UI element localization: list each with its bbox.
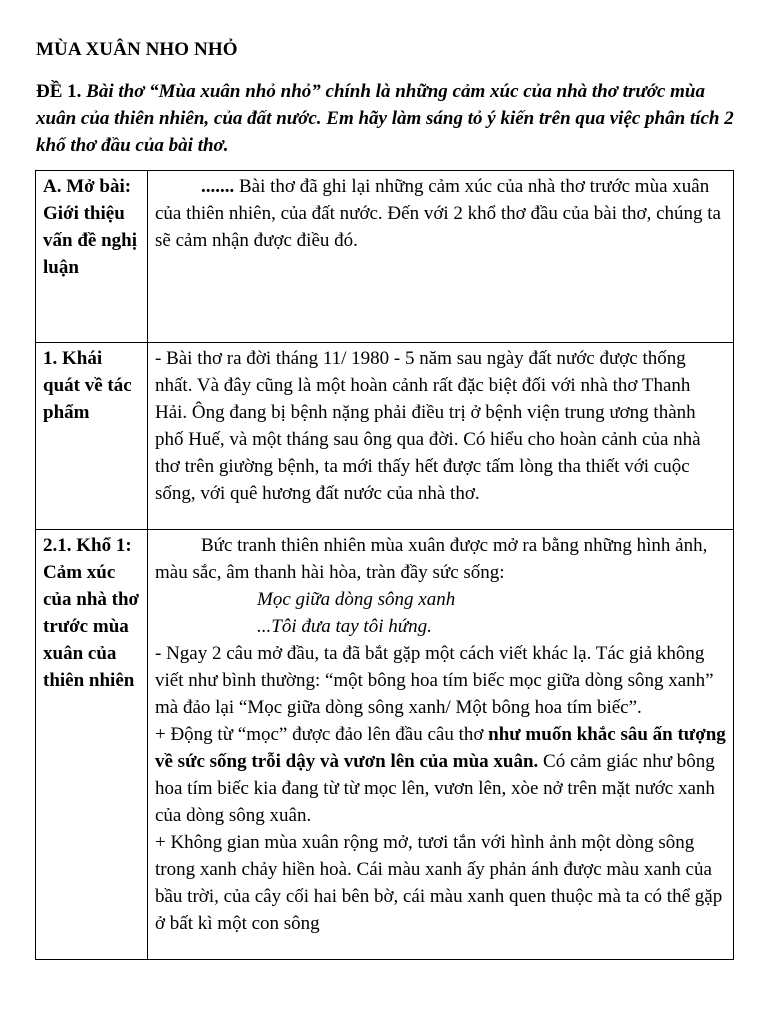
para-emphasis: như muốn khắc sâu ấn tượng về sức sống trỗi dậy và vươn lên của mùa xuân. — [155, 724, 726, 772]
intro-paragraph — [155, 173, 727, 254]
table-row — [36, 530, 734, 960]
essay-prompt — [36, 78, 736, 159]
analysis-paragraph: + Không gian mùa xuân rộng mở, tươi tắn với hình ảnh một dòng sông trong xanh chảy hiền hoà. Cái màu xanh ấy phản ánh được màu xanh của bầu trời, của cây cối hai bên bờ, cái màu xanh quen thuộc mà ta có thể gặp ở bất kì một con sông — [155, 832, 723, 934]
document-title: MÙA XUÂN NHO NHỎ — [36, 39, 238, 60]
verse-line: Mọc giữa dòng sông xanh — [257, 589, 456, 610]
row-content — [148, 171, 734, 343]
overview-paragraph: - Bài thơ ra đời tháng 11/ 1980 - 5 năm sau ngày đất nước được thống nhất. Và đây cũng là một hoàn cảnh rất đặc biệt đối với nhà thơ Thanh Hải. Ông đang bị bệnh nặng phải điều trị ở bệnh viện trung ương thành phố Huế, và một tháng sau ông qua đời. Có hiểu cho hoàn cảnh của nhà thơ trên giường bệnh, ta mới thấy hết được tấm lòng tha thiết với cuộc sống, với quê hương đất nước của nhà thơ. — [155, 348, 701, 504]
row-heading: 1. Khái quát về tác phẩm — [36, 343, 148, 530]
para-text: Có cảm giác như bông hoa tím biếc kia đang từ từ mọc lên, vươn lên, xòe nở trên mặt nước xanh của dòng sông xuân. — [155, 751, 715, 826]
prompt-text: Bài thơ “Mùa xuân nhỏ nhỏ” chính là những cảm xúc của nhà thơ trước mùa xuân của thiên nhiên, của đất nước. Em hãy làm sáng tỏ ý kiến trên qua việc phân tích 2 khổ thơ đầu của bài thơ. — [36, 81, 734, 156]
ellipsis-lead: ....... — [201, 176, 235, 197]
table-row — [36, 171, 734, 343]
analysis-paragraph — [155, 721, 727, 829]
essay-outline-table — [35, 170, 734, 960]
row-content — [148, 343, 734, 530]
analysis-paragraph: - Ngay 2 câu mở đầu, ta đã bắt gặp một cách viết khác lạ. Tác giả không viết như bình thường: “một bông hoa tím biếc mọc giữa dòng sông xanh” mà đảo lại “Mọc giữa dòng sông xanh/ Một bông hoa tím biếc”. — [155, 643, 714, 718]
analysis-intro: Bức tranh thiên nhiên mùa xuân được mở ra bằng những hình ảnh, màu sắc, âm thanh hài hòa, tràn đầy sức sống: — [155, 535, 708, 583]
para-text: + Động từ “mọc” được đảo lên đầu câu thơ — [155, 724, 489, 745]
row-heading: 2.1. Khổ 1: Cảm xúc của nhà thơ trước mùa xuân của thiên nhiên — [36, 530, 148, 960]
verse-line: ...Tôi đưa tay tôi hứng. — [257, 616, 432, 637]
row-heading: A. Mở bài: Giới thiệu vấn đề nghị luận — [36, 171, 148, 343]
prompt-label: ĐỀ 1. — [36, 81, 82, 102]
table-row — [36, 343, 734, 530]
intro-text: Bài thơ đã ghi lại những cảm xúc của nhà thơ trước mùa xuân của thiên nhiên, của đất nước. Đến với 2 khổ thơ đầu của bài thơ, chúng ta sẽ cảm nhận được điều đó. — [155, 176, 721, 251]
row-content — [148, 530, 734, 960]
